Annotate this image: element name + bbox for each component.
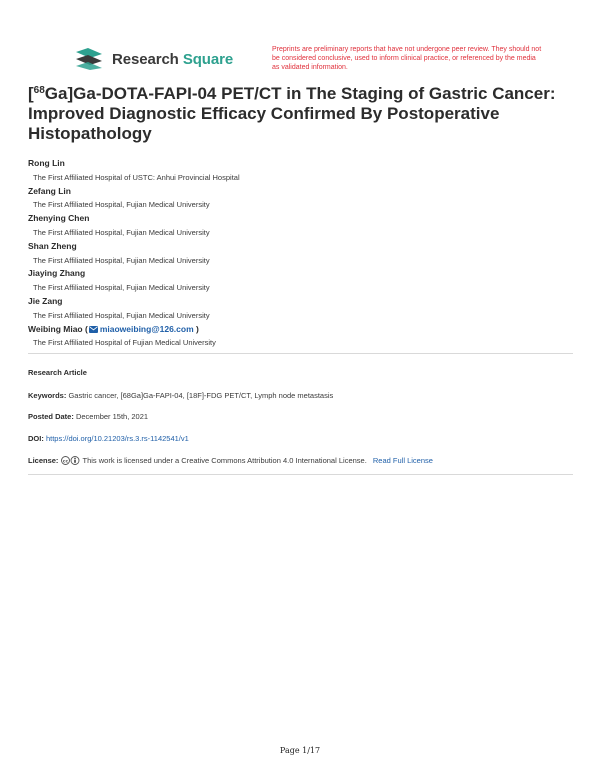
page-number: Page 1/17 <box>279 746 321 755</box>
posted-date-row: Posted Date: December 15th, 2021 <box>28 412 149 421</box>
author-entry <box>28 157 576 185</box>
svg-text:cc: cc <box>62 459 68 465</box>
doi-row: DOI: https://doi.org/10.21203/rs.3.rs-1142541/v1 <box>28 434 189 443</box>
author-list <box>28 157 576 350</box>
author-entry <box>28 185 576 213</box>
paper-title: [$^{68}$Ga]Ga-DOTA-FAPI-04 PET/CT in The Staging of Gastric Cancer: Improved Diagnostic Efficacy Confirmed By Postoperative Histopathology <box>28 84 556 143</box>
envelope-icon <box>89 326 98 333</box>
section-divider <box>28 353 573 354</box>
section-divider <box>28 474 573 475</box>
author-affiliation: The First Affiliated Hospital, Fujian Medical University <box>33 283 210 293</box>
research-square-logo-icon <box>74 48 104 70</box>
logo-text: Research Square <box>112 50 234 68</box>
keywords-value: Gastric cancer, [68Ga]Ga-FAPI-04, [18F]-FDG PET/CT, Lymph node metastasis <box>68 391 334 400</box>
author-entry <box>28 240 576 268</box>
author-entry <box>28 212 576 240</box>
author-name: Zefang Lin <box>28 185 71 196</box>
author-affiliation: The First Affiliated Hospital, Fujian Medical University <box>33 227 210 237</box>
author-name: Zhenying Chen <box>28 213 90 224</box>
author-entry <box>28 295 576 323</box>
author-name: Jie Zang <box>28 295 63 306</box>
corresponding-email-link[interactable]: miaoweibing@126.com <box>99 323 194 334</box>
author-affiliation: The First Affiliated Hospital, Fujian Medical University <box>33 310 210 320</box>
license-row: License: cc This work is licensed under a Creative Commons Attribution 4.0 International License. Read Full License <box>28 456 433 465</box>
read-full-license-link[interactable]: Read Full License <box>372 456 433 465</box>
article-type: Research Article <box>28 368 87 377</box>
author-name: Jiaying Zhang <box>28 268 86 279</box>
corresponding-author-entry <box>28 323 576 351</box>
preprint-disclaimer: Preprints are preliminary reports that have not undergone peer review. They should not be considered conclusive, used to inform clinical practice, or referenced by the media as validated information. <box>272 46 542 71</box>
author-affiliation: The First Affiliated Hospital, Fujian Medical University <box>33 255 210 265</box>
license-text: This work is licensed under a Creative Commons Attribution 4.0 International License. <box>82 456 367 465</box>
author-affiliation: The First Affiliated Hospital of USTC: Anhui Provincial Hospital <box>33 172 240 182</box>
doi-link[interactable]: https://doi.org/10.21203/rs.3.rs-1142541/v1 <box>45 434 189 443</box>
creative-commons-icon <box>61 456 80 465</box>
author-affiliation: The First Affiliated Hospital of Fujian Medical University <box>33 338 216 348</box>
keywords-row: Keywords: Gastric cancer, [68Ga]Ga-FAPI-04, [18F]-FDG PET/CT, Lymph node metastasis <box>28 391 334 400</box>
author-name: Rong Lin <box>28 158 65 168</box>
author-affiliation: The First Affiliated Hospital, Fujian Medical University <box>33 200 210 210</box>
author-entry <box>28 267 576 295</box>
corresponding-author-name: Weibing Miao ( miaoweibing@126.com ) <box>28 323 199 334</box>
research-square-logo[interactable] <box>74 48 233 70</box>
author-name: Shan Zheng <box>28 240 77 251</box>
posted-date-value: December 15th, 2021 <box>75 412 149 421</box>
